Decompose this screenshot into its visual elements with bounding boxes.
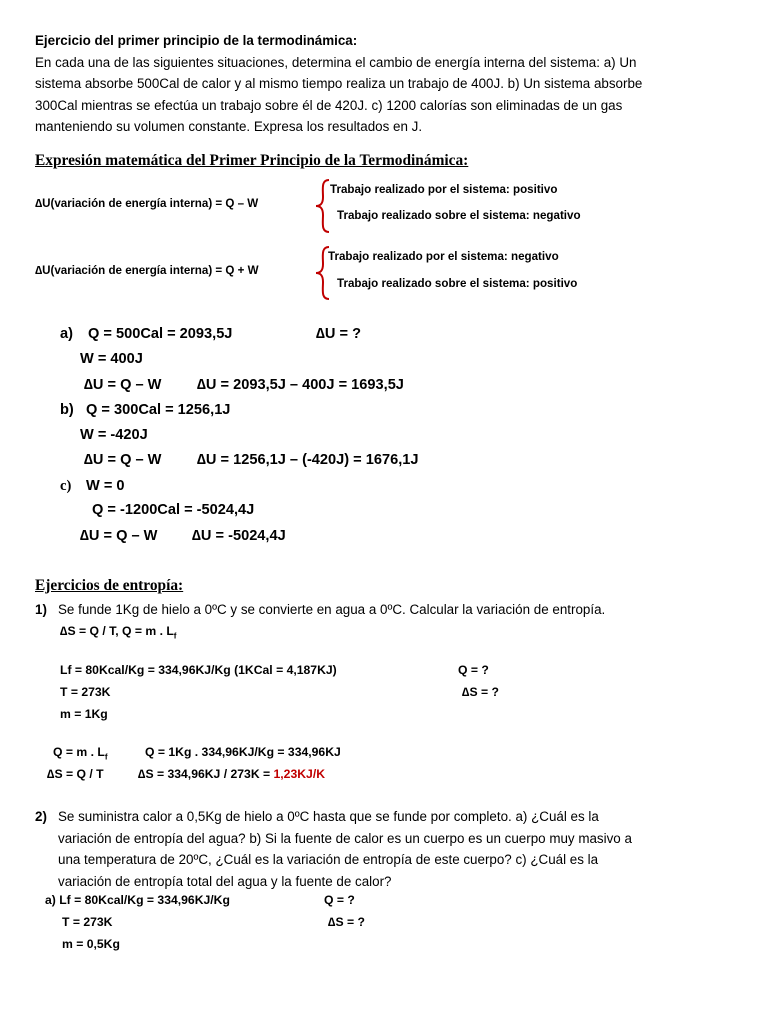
ex1-m: m = 1Kg — [60, 707, 108, 721]
solution-a-du-unknown: ∆U = ? — [316, 326, 362, 342]
entropy-heading: Ejercicios de entropía: — [35, 577, 184, 594]
problem-statement — [35, 30, 735, 138]
ex1-calc-s — [138, 767, 325, 781]
brace-path — [316, 180, 329, 232]
first-law-eq2: ∆U(variación de energía interna) = Q + W — [35, 264, 259, 277]
solution-a-marker: a) — [60, 326, 73, 342]
solution-c-q: Q = -1200Cal = -5024,4J — [92, 502, 255, 518]
ex1-number: 1) — [35, 602, 47, 617]
solution-b-result: ∆U = 1256,1J – (-420J) = 1676,1J — [197, 452, 419, 468]
eq2-case-bottom: Trabajo realizado sobre el sistema: positivo — [337, 277, 578, 290]
ex1-calc-q-rhs: Q = 1Kg . 334,96KJ/Kg = 334,96KJ — [145, 745, 341, 759]
eq1-case-top: Trabajo realizado por el sistema: positivo — [330, 183, 558, 196]
ex1-statement: Se funde 1Kg de hielo a 0ºC y se convierte en agua a 0ºC. Calcular la variación de entropía. — [58, 602, 606, 617]
ex2-lf: a) Lf = 80Kcal/Kg = 334,96KJ/Kg — [45, 893, 230, 907]
ex2-line-4: variación de entropía total del agua y la fuente de calor? — [58, 873, 392, 889]
ex2-statement — [58, 806, 632, 892]
ex1-calc-q — [53, 745, 107, 761]
first-law-heading: Expresión matemática del Primer Principio de la Termodinámica: — [35, 152, 469, 169]
ex2-line-3: una temperatura de 20ºC, ¿Cuál es la variación de entropía de este cuerpo? c) ¿Cuál es la — [58, 852, 599, 867]
intro-line-4: manteniendo su volumen constante. Expresa los resultados en J. — [35, 119, 423, 134]
ex1-calc-s-result: 1,23KJ/K — [273, 767, 326, 781]
ex1-formulas-text: ∆S = Q / T, Q = m . L — [60, 624, 174, 638]
ex2-line-1: Se suministra calor a 0,5Kg de hielo a 0ºC hasta que se funde por completo. a) ¿Cuál es la — [58, 809, 599, 824]
solution-b-formula: ∆U = Q – W — [84, 452, 162, 468]
solution-b-q: Q = 300Cal = 1256,1J — [86, 402, 231, 418]
ex1-ds-unknown: ∆S = ? — [462, 685, 499, 699]
ex2-line-2: variación de entropía del agua? b) Si la fuente de calor es un cuerpo es un cuerpo muy masivo a — [58, 830, 632, 846]
ex1-q-unknown: Q = ? — [458, 663, 489, 677]
solution-c-w: W = 0 — [86, 478, 125, 494]
eq1-case-bottom: Trabajo realizado sobre el sistema: negativo — [337, 209, 581, 222]
ex2-t: T = 273K — [62, 915, 113, 929]
ex2-q-unknown: Q = ? — [324, 893, 355, 907]
ex2-ds-unknown: ∆S = ? — [328, 915, 365, 929]
solution-c-result: ∆U = -5024,4J — [192, 528, 286, 544]
left-brace-icon — [315, 179, 331, 233]
solution-a-w: W = 400J — [80, 351, 143, 367]
ex2-number: 2) — [35, 809, 47, 824]
solution-a-formula: ∆U = Q – W — [84, 377, 162, 393]
solution-c-formula: ∆U = Q – W — [80, 528, 158, 544]
intro-line-3: 300Cal mientras se efectúa un trabajo sobre él de 420J. c) 1200 calorías son eliminadas de un gas — [35, 97, 623, 113]
ex2-m: m = 0,5Kg — [62, 937, 120, 951]
solution-a-result: ∆U = 2093,5J – 400J = 1693,5J — [197, 377, 404, 393]
ex1-t: T = 273K — [60, 685, 111, 699]
ex1-calc-s-lhs: ∆S = Q / T — [47, 767, 104, 781]
solution-b-w: W = -420J — [80, 427, 148, 443]
eq2-case-top: Trabajo realizado por el sistema: negativo — [328, 250, 559, 263]
intro-line-2: sistema absorbe 500Cal de calor y al mismo tiempo realiza un trabajo de 400J. b) Un sistema absorbe — [35, 76, 643, 91]
solution-b-marker: b) — [60, 402, 74, 418]
ex1-calc-q-lhs: Q = m . L — [53, 745, 105, 759]
ex1-lf: Lf = 80Kcal/Kg = 334,96KJ/Kg (1KCal = 4,187KJ) — [60, 663, 337, 677]
ex1-calc-s-rhs: ∆S = 334,96KJ / 273K = — [138, 767, 274, 781]
ex1-formulas — [60, 624, 176, 640]
ex1-calc-q-sub: f — [104, 752, 108, 762]
solution-a-q: Q = 500Cal = 2093,5J — [88, 326, 233, 342]
intro-line-1: En cada una de las siguientes situaciones, determina el cambio de energía interna del sistema: a) Un — [35, 54, 637, 70]
ex1-formulas-sub: f — [173, 631, 177, 641]
first-law-eq1: ∆U(variación de energía interna) = Q – W — [35, 197, 259, 210]
problem-title: Ejercicio del primer principio de la termodinámica: — [35, 33, 358, 48]
solution-c-marker: c) — [60, 478, 72, 494]
